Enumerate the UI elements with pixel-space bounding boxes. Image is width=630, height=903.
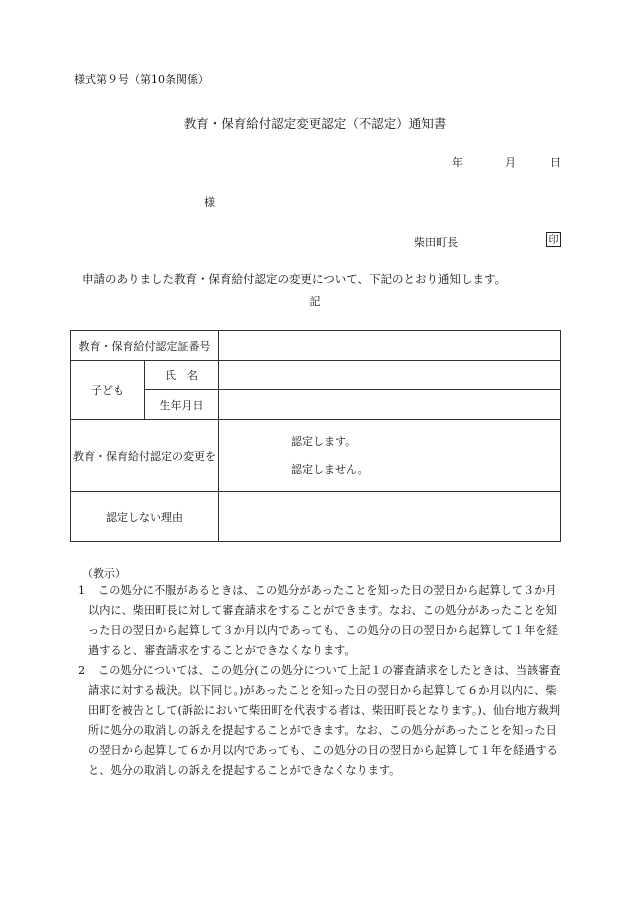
notice-item-number: 2 bbox=[78, 664, 86, 677]
cert-number-value bbox=[219, 331, 561, 361]
option-reject: 認定しません。 bbox=[291, 462, 369, 476]
option-approve: 認定します。 bbox=[291, 434, 357, 448]
notice-item-text: この処分については、この処分(この処分について上記１の審査請求をしたときは、当該審査請求に対する裁決。以下同じ。)があったことを知った日の翌日から起算して６か月以内に、柴田町を被告として(訴訟において柴田町を代表する者は、柴田町長となります。)、仙台地方裁判所に処分の取消しの訴えを提起することができます。なお、この処分があったことを知った日の翌日から起算して６か月以内であっても、この処分の日の翌日から起算して１年を経過すると、処分の取消しの訴えを提起することができなくなります。 bbox=[88, 664, 561, 777]
notice-heading: （教示） bbox=[82, 567, 126, 580]
notice-item-2 bbox=[78, 661, 562, 781]
child-name-label: 氏 名 bbox=[145, 361, 219, 390]
cert-number-label: 教育・保育給付認定証番号 bbox=[71, 331, 219, 361]
ki-heading: 記 bbox=[309, 295, 321, 308]
table-row bbox=[71, 361, 561, 390]
issuer-name: 柴田町長 bbox=[414, 236, 458, 249]
recipient-honorific: 様 bbox=[204, 196, 215, 209]
table-row bbox=[71, 390, 561, 420]
certification-info-table bbox=[70, 330, 561, 542]
child-birthdate-value bbox=[219, 390, 561, 420]
seal-stamp-box: 印 bbox=[546, 232, 561, 247]
table-row bbox=[71, 492, 561, 542]
rejection-reason-label: 認定しない理由 bbox=[71, 492, 219, 542]
form-number: 様式第９号（第10条関係） bbox=[74, 73, 209, 86]
document-title: 教育・保育給付認定変更認定（不認定）通知書 bbox=[183, 116, 447, 131]
child-label: 子ども bbox=[71, 361, 145, 420]
notice-item-1 bbox=[78, 581, 562, 661]
date-year-label: 年 bbox=[452, 156, 463, 169]
change-decision-options bbox=[219, 420, 561, 492]
child-name-value bbox=[219, 361, 561, 390]
table-row bbox=[71, 331, 561, 361]
intro-text: 申請のありました教育・保育給付認定の変更について、下記のとおり通知します。 bbox=[82, 272, 507, 286]
table-row bbox=[71, 420, 561, 492]
date-month-label: 月 bbox=[505, 156, 516, 169]
child-birthdate-label: 生年月日 bbox=[145, 390, 219, 420]
notice-item-number: 1 bbox=[78, 584, 86, 597]
change-decision-label: 教育・保育給付認定の変更を bbox=[71, 420, 219, 492]
date-day-label: 日 bbox=[550, 156, 561, 169]
rejection-reason-value bbox=[219, 492, 561, 542]
notice-item-text: この処分に不服があるときは、この処分があったことを知った日の翌日から起算して３か月以内に、柴田町長に対して審査請求をすることができます。なお、この処分があったことを知った日の翌日から起算して３か月以内であっても、この処分の日の翌日から起算して１年を経過すると、審査請求をすることができなくなります。 bbox=[88, 584, 558, 657]
